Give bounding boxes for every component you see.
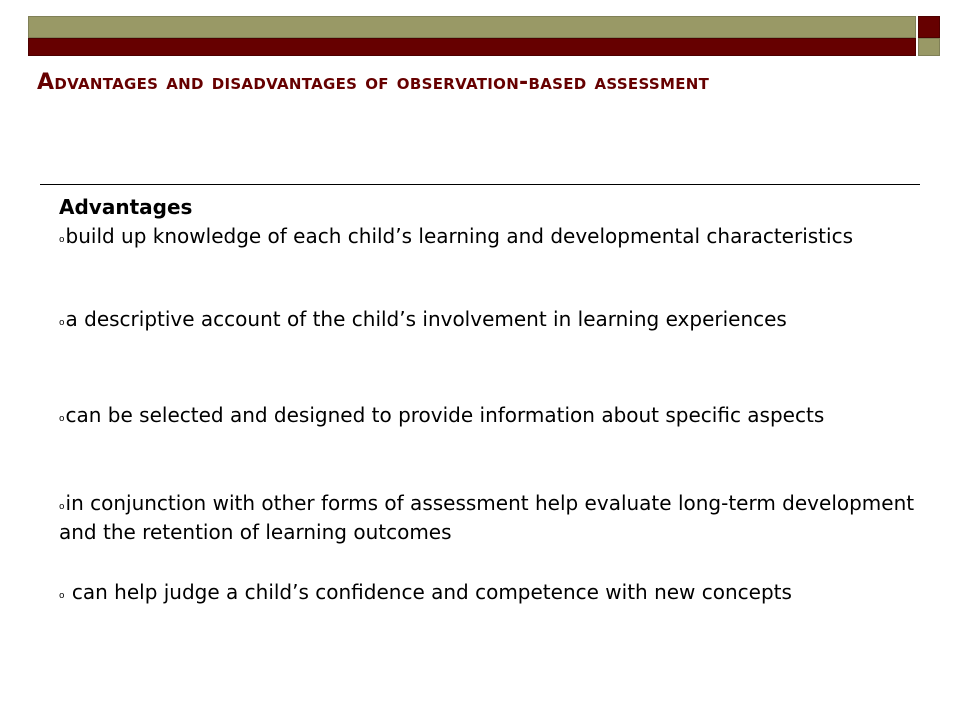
list-item (59, 224, 919, 253)
corner-olive-square (918, 38, 940, 56)
list-item (59, 491, 919, 545)
list-item-text: build up knowledge of each child’s learning and developmental characteristics (65, 224, 853, 248)
list-item-text: can help judge a child’s confidence and competence with new concepts (65, 580, 792, 604)
header-olive-bar (28, 16, 916, 38)
slide-title: Advantages and disadvantages of observation-based assessment (37, 70, 710, 95)
corner-maroon-square (918, 16, 940, 38)
bullet-icon: o (59, 235, 65, 245)
bullet-icon: o (59, 591, 65, 601)
bullet-icon: o (59, 414, 65, 424)
bullet-icon: o (59, 318, 65, 328)
bullet-icon: o (59, 502, 65, 512)
slide-body (59, 193, 919, 604)
list-item-text: in conjunction with other forms of assessment help evaluate long-term development and the retention of learning outcomes (59, 491, 915, 544)
section-heading: Advantages (59, 195, 193, 219)
list-item (59, 580, 919, 609)
list-item-text: can be selected and designed to provide information about specific aspects (65, 403, 825, 427)
list-item (59, 307, 919, 336)
list-item (59, 403, 919, 432)
list-item-text: a descriptive account of the child’s involvement in learning experiences (65, 307, 787, 331)
header-maroon-bar (28, 38, 916, 56)
title-divider (40, 184, 920, 185)
